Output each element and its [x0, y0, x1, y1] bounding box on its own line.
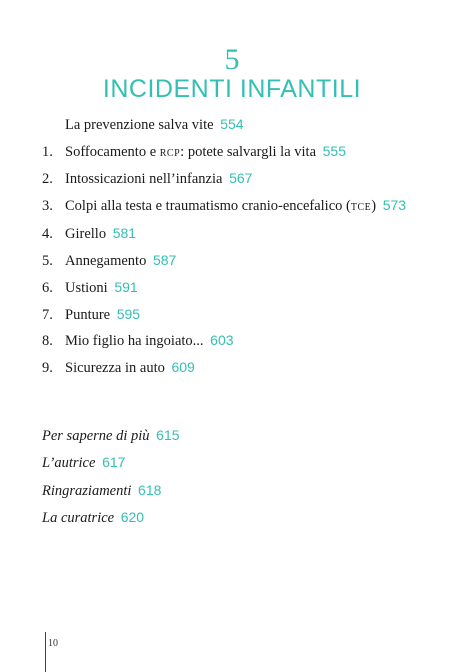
toc-row[interactable] [42, 277, 138, 297]
toc-abbreviation: tce [350, 198, 372, 214]
folio-rule [45, 632, 46, 672]
toc-number: 1. [42, 144, 53, 160]
toc-number: 2. [42, 171, 53, 187]
toc-label: Girello [65, 226, 107, 242]
back-matter-label: L’autrice [42, 455, 96, 471]
toc-label: Punture [65, 307, 111, 323]
page-ref: 620 [120, 509, 145, 525]
toc-number: 9. [42, 360, 53, 376]
toc-number: 8. [42, 333, 53, 349]
toc-number: 6. [42, 280, 53, 296]
toc-label-suffix: : potete salvargli la vita [180, 144, 317, 160]
toc-row[interactable] [42, 330, 234, 350]
back-matter-row[interactable] [42, 452, 125, 472]
page-ref: 581 [112, 225, 137, 241]
back-matter-label: Ringraziamenti [42, 483, 132, 499]
toc-row[interactable] [42, 168, 252, 188]
page-ref: 554 [220, 116, 244, 132]
toc-number: 5. [42, 253, 53, 269]
page-ref: 618 [138, 482, 162, 498]
toc-number: 7. [42, 307, 53, 323]
toc-abbreviation: rcp [159, 144, 181, 160]
page-ref: 587 [152, 252, 177, 268]
page-ref: 573 [382, 197, 407, 213]
page-ref: 567 [229, 170, 253, 186]
toc-number: 4. [42, 226, 53, 242]
toc-label: Intossicazioni nell’infanzia [65, 171, 223, 187]
page-ref: 615 [156, 427, 180, 443]
chapter-number: 5 [224, 43, 240, 76]
page-ref: 603 [210, 332, 234, 348]
toc-label: Colpi alla testa e traumatismo cranio-encefalico ( [65, 198, 351, 214]
back-matter-row[interactable] [42, 507, 144, 527]
page-ref: 617 [102, 454, 126, 470]
page-ref: 555 [322, 143, 346, 159]
toc-row[interactable] [42, 195, 406, 215]
toc-label: Annegamento [65, 253, 147, 269]
page-ref: 609 [171, 359, 195, 375]
page-number: 10 [48, 638, 58, 649]
toc-row[interactable] [42, 250, 176, 270]
toc-label: La prevenzione salva vite [65, 117, 214, 133]
toc-label: Soffocamento e [65, 144, 160, 160]
toc-intro-row[interactable] [65, 114, 244, 134]
back-matter-row[interactable] [42, 425, 180, 445]
toc-label: Ustioni [65, 280, 108, 296]
toc-label: Mio figlio ha ingoiato... [65, 333, 204, 349]
back-matter-row[interactable] [42, 480, 161, 500]
toc-row[interactable] [42, 357, 195, 377]
page-ref: 595 [116, 306, 141, 322]
toc-label-suffix: ) [371, 198, 377, 214]
back-matter-label: Per saperne di più [42, 428, 150, 444]
toc-label: Sicurezza in auto [65, 360, 165, 376]
chapter-title: INCIDENTI INFANTILI [102, 75, 362, 103]
back-matter-label: La curatrice [42, 510, 115, 526]
toc-row[interactable] [42, 141, 346, 161]
page-ref: 591 [114, 279, 138, 295]
toc-row[interactable] [42, 223, 136, 243]
toc-row[interactable] [42, 304, 140, 324]
toc-number: 3. [42, 198, 53, 214]
